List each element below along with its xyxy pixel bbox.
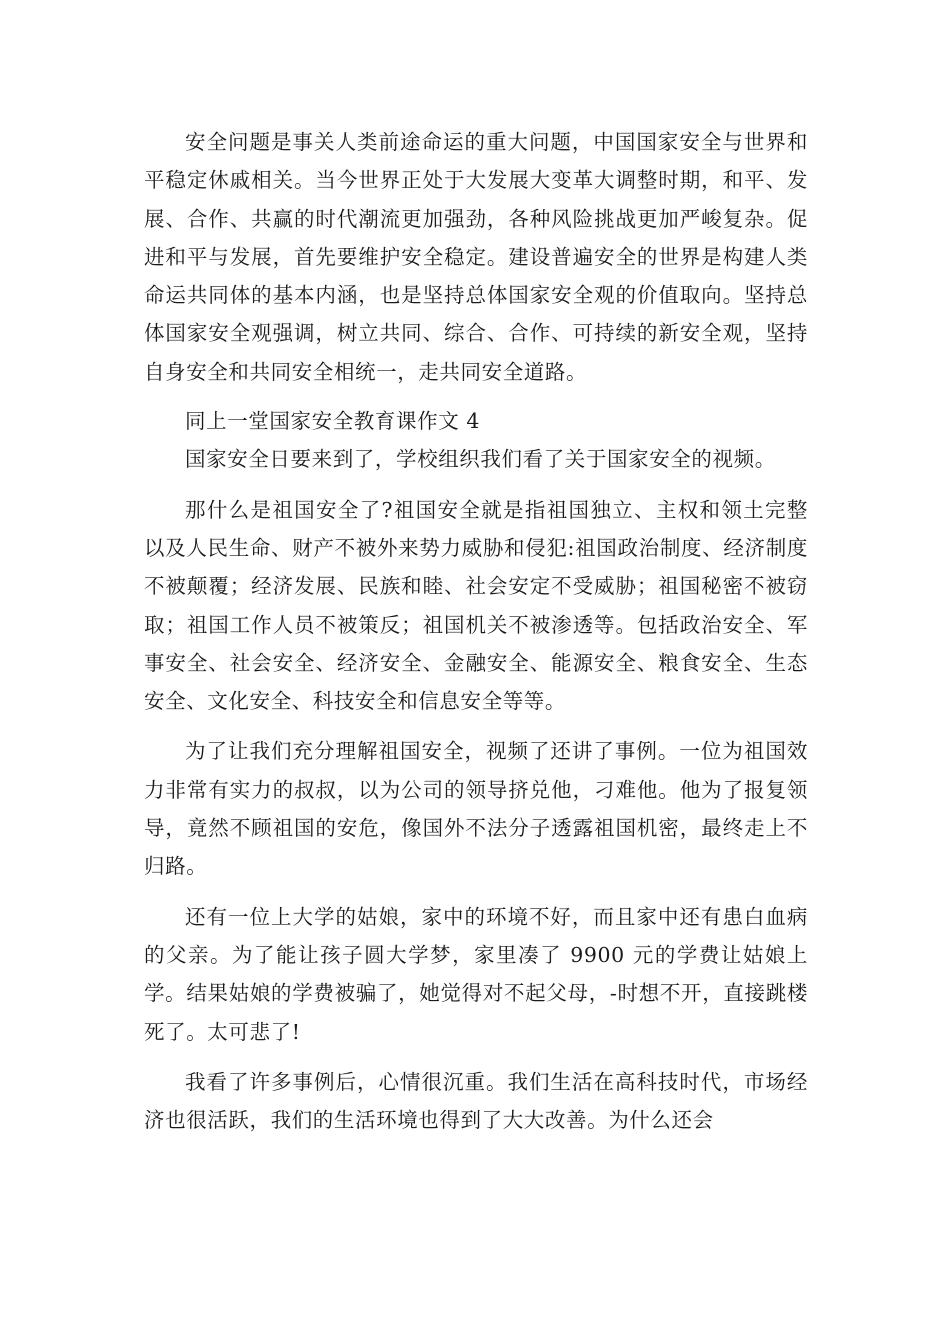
section-heading: 同上一堂国家安全教育课作文 4 [185,409,481,434]
paragraph-security-day: 国家安全日要来到了，学校组织我们看了关于国家安全的视频。 [185,447,776,472]
paragraph-security-overview: 安全问题是事关人类前途命运的重大问题，中国国家安全与世界和平稳定休戚相关。当今世界正处于大发展大变革大调整时期，和平、发展、合作、共赢的时代潮流更加强劲，各种风险挑战更加严峻复杂。促进和平与发展，首先要维护安全稳定。建设普遍安全的世界是构建人类命运共同体的基本内涵，也是坚持总体国家安全观的价值取向。坚持总体国家安全观强调，树立共同、综合、合作、可持续的新安全观，坚持自身安全和共同安全相统一，走共同安全道路。 [144,130,808,384]
paragraph-example-uncle: 为了让我们充分理解祖国安全，视频了还讲了事例。一位为祖国效力非常有实力的叔叔，以为公司的领导挤兑他，刁难他。他为了报复领导，竟然不顾祖国的安危，像国外不法分子透露祖国机密，最终走上不归路。 [144,739,808,879]
paragraph-what-is-security: 那什么是祖国安全了?祖国安全就是指祖国独立、主权和领土完整以及人民生命、财产不被外来势力威胁和侵犯:祖国政治制度、经济制度不被颠覆；经济发展、民族和睦、社会安定不受威胁；祖国秘密不被窃取；祖国工作人员不被策反；祖国机关不被渗透等。包括政治安全、军事安全、社会安全、经济安全、金融安全、能源安全、粮食安全、生态安全、文化安全、科技安全和信息安全等等。 [144,497,808,714]
paragraph-example-student: 还有一位上大学的姑娘，家中的环境不好，而且家中还有患白血病的父亲。为了能让孩子圆大学梦，家里凑了 9900 元的学费让姑娘上学。结果姑娘的学费被骗了，她觉得对不起父母，-时想不开，直接跳楼死了。太可悲了! [144,904,808,1044]
document-body [144,123,808,1139]
paragraph-reflection: 我看了许多事例后，心情很沉重。我们生活在高科技时代，市场经济也很活跃，我们的生活环境也得到了大大改善。为什么还会 [144,1069,808,1133]
